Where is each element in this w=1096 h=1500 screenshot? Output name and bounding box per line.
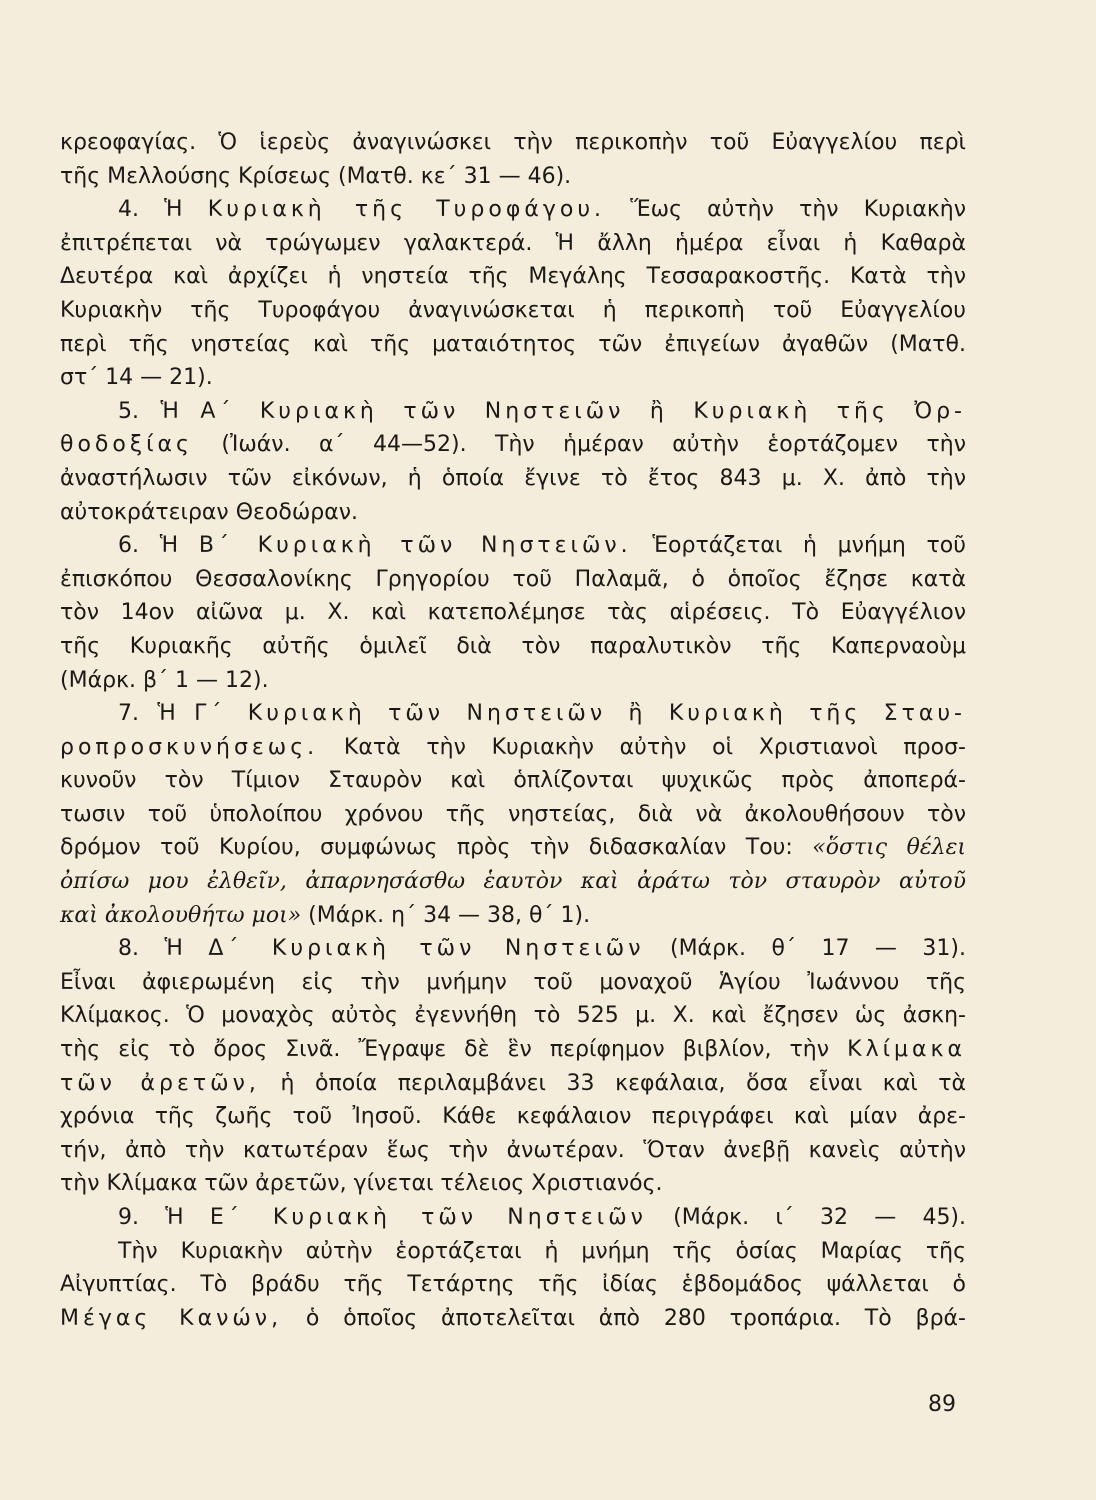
text-line: τῆς Κυριακῆς αὐτῆς ὁμιλεῖ διὰ τὸν παραλυτικὸν τῆς Καπερναοὺμ [60,633,966,659]
text-line: Αἰγυπτίας. Τὸ βράδυ τῆς Τετάρτης τῆς ἰδίας ἑβδομάδος ψάλλεται ὁ [60,1272,966,1298]
text-line: 7. Ἡ Γ΄ Κυριακὴ τῶν Νηστειῶν ἢ Κυριακὴ τῆς Σταυ- [118,701,966,727]
text-line: ἀναστήλωσιν τῶν εἰκόνων, ἡ ὁποία ἔγινε τὸ ἔτος 843 μ. Χ. ἀπὸ τὴν [60,465,966,491]
text-line: τῆς Μελλούσης Κρίσεως (Ματθ. κε΄ 31 — 46). [60,163,572,189]
spaced-heading: θοδοξίας [60,432,193,458]
text-line: 8. Ἡ Δ΄ Κυριακὴ τῶν Νηστειῶν (Μάρκ. θ΄ 17 — 31). [118,936,967,962]
text-line: 9. Ἡ Ε΄ Κυριακὴ τῶν Νηστειῶν (Μάρκ. ι΄ 32 — 45). [118,1205,967,1230]
text-line: Μέγας Κανών, ὁ ὁποῖος ἀποτελεῖται ἀπὸ 280 τροπάρια. Τὸ βρά- [60,1305,966,1331]
spaced-heading: Μέγας Κανών, [60,1305,283,1331]
italic-quote: «ὅστις θέλει [812,835,966,861]
text-line: θοδοξίας (Ἰωάν. α΄ 44—52). Τὴν ἡμέραν αὐτὴν ἑορτάζομεν τὴν [60,432,966,458]
italic-quote: ὀπίσω μου ἐλθεῖν, ἀπαρνησάσθω ἑαυτὸν καὶ ἀράτω τὸν σταυρὸν αὐτοῦ [60,869,966,895]
text-line: τήν, ἀπὸ τὴν κατωτέραν ἕως τὴν ἀνωτέραν. Ὅταν ἀνεβῇ κανεὶς αὐτὴν [60,1137,966,1163]
text-line: Εἶναι ἀφιερωμένη εἰς τὴν μνήμην τοῦ μοναχοῦ Ἁγίου Ἰωάννου τῆς [60,969,966,995]
text-line: περὶ τῆς νηστείας καὶ τῆς ματαιότητος τῶν ἐπιγείων ἀγαθῶν (Ματθ. [60,331,966,357]
text-line: Δευτέρα καὶ ἀρχίζει ἡ νηστεία τῆς Μεγάλης Τεσσαρακοστῆς. Κατὰ τὴν [60,264,966,290]
spaced-heading: τῶν ἀρετῶν, [60,1070,260,1096]
spaced-heading: Β΄ Κυριακὴ τῶν Νηστειῶν. [198,533,632,559]
text-line: ἐπιτρέπεται νὰ τρώγωμεν γαλακτερά. Ἡ ἄλλη ἡμέρα εἶναι ἡ Καθαρὰ [60,230,966,256]
page-number: 89 [928,1392,956,1417]
spaced-heading: Δ΄ Κυριακὴ τῶν Νηστειῶν [208,936,645,962]
text-line: αὐτοκράτειραν Θεοδώραν. [60,499,358,525]
italic-quote: καὶ ἀκολουθήτω μοι» [60,902,302,928]
spaced-heading: Γ΄ Κυριακὴ τῶν Νηστειῶν ἢ Κυριακὴ τῆς Σταυ- [194,701,966,727]
spaced-heading: Α΄ Κυριακὴ τῶν Νηστειῶν ἢ Κυριακὴ τῆς Ὀρ- [200,398,966,424]
text-line: 5. Ἡ Α΄ Κυριακὴ τῶν Νηστειῶν ἢ Κυριακὴ τῆς Ὀρ- [118,398,966,424]
text-line: τὸν 14ον αἰῶνα μ. Χ. καὶ κατεπολέμησε τὰς αἱρέσεις. Τὸ Εὐαγγέλιον [60,600,966,626]
text-line: Κυριακὴν τῆς Τυροφάγου ἀναγινώσκεται ἡ περικοπὴ τοῦ Εὐαγγελίου [60,297,966,323]
spaced-heading: Κυριακὴ τῆς Τυροφάγου. [207,197,606,223]
text-line: χρόνια τῆς ζωῆς τοῦ Ἰησοῦ. Κάθε κεφάλαιον περιγράφει καὶ μίαν ἀρε- [60,1104,966,1130]
text-column [60,126,966,1335]
text-line [60,865,966,899]
text-line: ροπροσκυνήσεως. Κατὰ τὴν Κυριακὴν αὐτὴν οἱ Χριστιανοὶ προσ- [60,734,966,760]
text-line: στ΄ 14 — 21). [60,365,213,391]
text-line: τὴς εἰς τὸ ὄρος Σινᾶ. Ἔγραψε δὲ ἓν περίφημον βιβλίον, τὴν Κλίμακα [60,1037,966,1063]
text-line: Κλίμακος. Ὁ μοναχὸς αὐτὸς ἐγεννήθη τὸ 525 μ. Χ. καὶ ἔζησεν ὡς ἀσκη- [60,1003,966,1029]
text-line: (Μάρκ. β΄ 1 — 12). [60,667,269,693]
spaced-heading: ροπροσκυνήσεως. [60,734,319,760]
text-line: τωσιν τοῦ ὑπολοίπου χρόνου τῆς νηστείας, διὰ νὰ ἀκολουθήσουν τὸν [60,801,966,827]
text-line: καὶ ἀκολουθήτω μοι» (Μάρκ. η΄ 34 — 38, θ΄ 1). [60,902,591,928]
text-line: 4. Ἡ Κυριακὴ τῆς Τυροφάγου. Ἕως αὐτὴν τὴν Κυριακὴν [118,197,967,223]
text-line: ἐπισκόπου Θεσσαλονίκης Γρηγορίου τοῦ Παλαμᾶ, ὁ ὁποῖος ἔζησε κατὰ [60,566,966,592]
spaced-heading: Ε΄ Κυριακὴ τῶν Νηστειῶν [209,1205,647,1230]
spaced-heading: Κλίμακα [847,1037,966,1063]
text-line: Τὴν Κυριακὴν αὐτὴν ἑορτάζεται ἡ μνήμη τῆς ὁσίας Μαρίας τῆς [118,1238,966,1264]
text-line: τῶν ἀρετῶν, ἡ ὁποία περιλαμβάνει 33 κεφάλαια, ὅσα εἶναι καὶ τὰ [60,1070,967,1096]
text-line: δρόμον τοῦ Κυρίου, συμφώνως πρὸς τὴν διδασκαλίαν Του: «ὅστις θέλει [60,835,966,861]
text-line: 6. Ἡ Β΄ Κυριακὴ τῶν Νηστειῶν. Ἑορτάζεται ἡ μνήμη τοῦ [118,533,966,559]
text-line: κυνοῦν τὸν Τίμιον Σταυρὸν καὶ ὁπλίζονται ψυχικῶς πρὸς ἀποπερά- [60,768,966,794]
text-line: κρεοφαγίας. Ὁ ἱερεὺς ἀναγινώσκει τὴν περικοπὴν τοῦ Εὐαγγελίου περὶ [60,130,966,155]
text-line: τὴν Κλίμακα τῶν ἀρετῶν, γίνεται τέλειος Χριστιανός. [60,1171,663,1197]
